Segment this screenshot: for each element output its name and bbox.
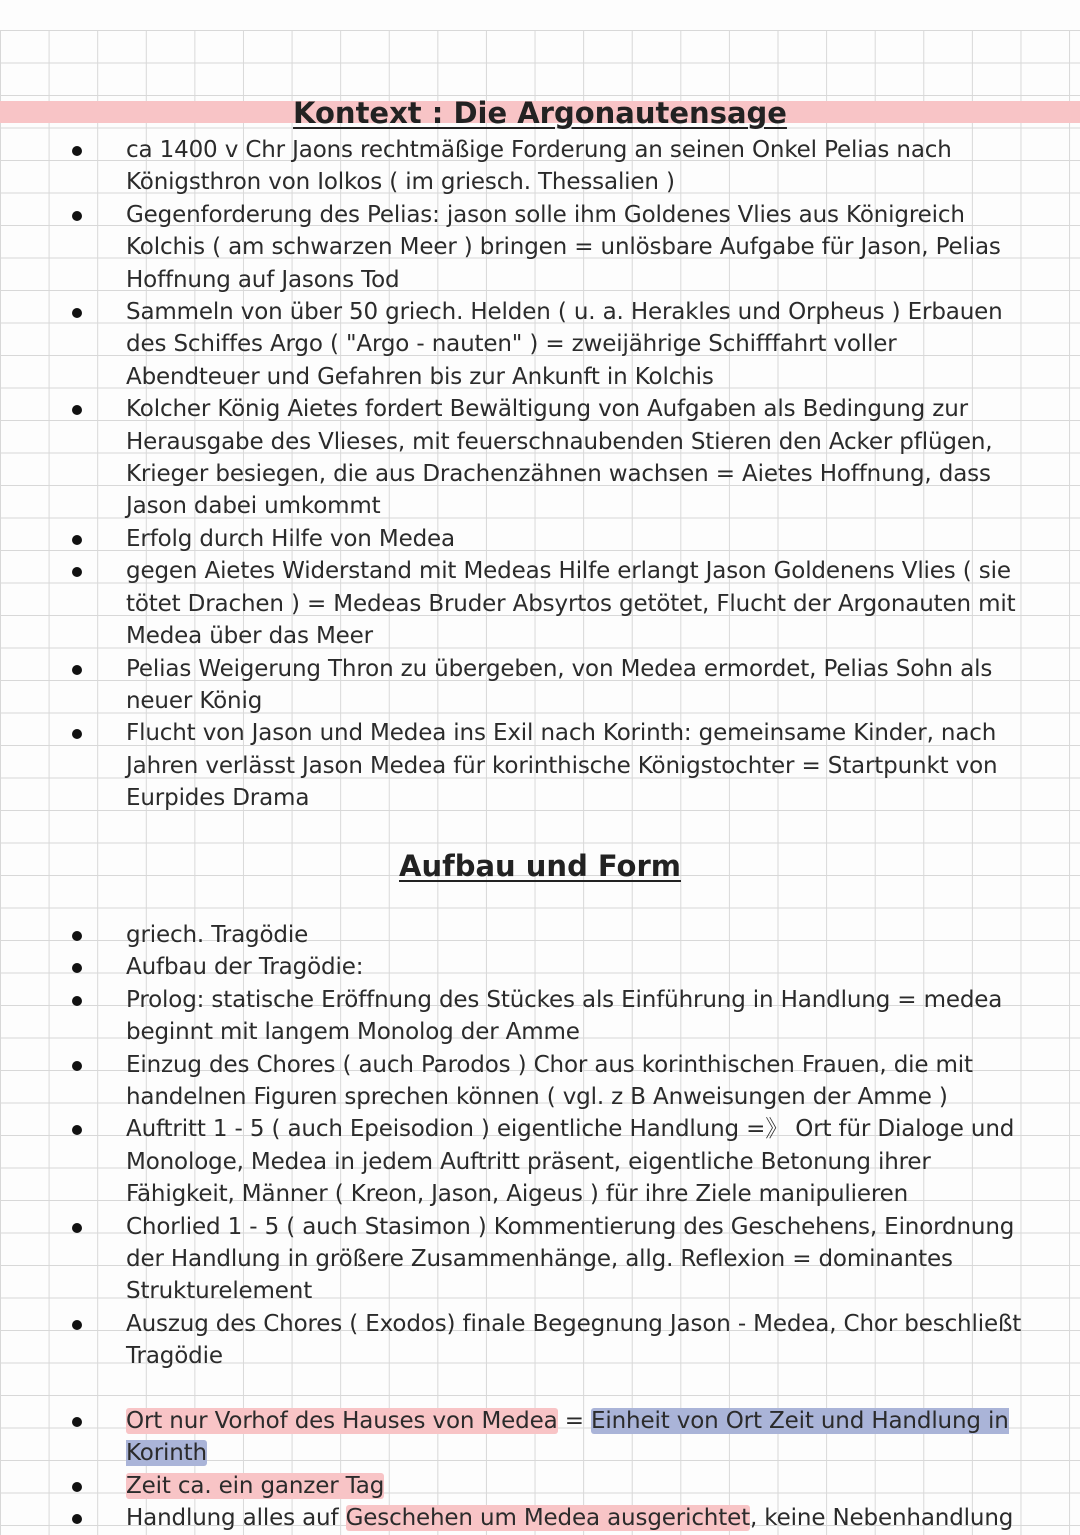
- structure-list: [0, 919, 1080, 1535]
- list-item: ca 1400 v Chr Jaons rechtmäßige Forderung an seinen Onkel Pelias nach Königsthron von Iolkos ( im griesch. Thessalien ): [0, 134, 1080, 199]
- action-text-post: , keine Nebenhandlung: [749, 1505, 1014, 1532]
- list-item: Auftritt 1 - 5 ( auch Epeisodion ) eigentliche Handlung =》 Ort für Dialoge und Monologe, Medea in jedem Auftritt präsent, eigentliche Betonung ihrer Fähigkeit, Männer ( Kreon, Jason, Aigeus ) für ihre Ziele manipulieren: [0, 1113, 1080, 1210]
- list-item: Einzug des Chores ( auch Parodos ) Chor aus korinthischen Frauen, die mit handelnen Figuren sprechen können ( vgl. z B Anweisungen der Amme ): [0, 1049, 1080, 1114]
- list-item: Prolog: statische Eröffnung des Stückes als Einführung in Handlung = medea beginnt mit langem Monolog der Amme: [0, 984, 1080, 1049]
- list-item-time: [0, 1470, 1080, 1502]
- list-item: Auszug des Chores ( Exodos) finale Begegnung Jason - Medea, Chor beschließt Tragödie: [0, 1308, 1080, 1373]
- list-item: Erfolg durch Hilfe von Medea: [0, 523, 1080, 555]
- list-spacer: [0, 1373, 1080, 1405]
- list-item: gegen Aietes Widerstand mit Medeas Hilfe erlangt Jason Goldenens Vlies ( sie tötet Drachen ) = Medeas Bruder Absyrtos getötet, Flucht der Argonauten mit Medea über das Meer: [0, 555, 1080, 652]
- list-item: Pelias Weigerung Thron zu übergeben, von Medea ermordet, Pelias Sohn als neuer König: [0, 653, 1080, 718]
- section-title-context: Kontext : Die Argonautensage: [293, 96, 787, 130]
- list-item-place: [0, 1405, 1080, 1470]
- section-title-structure: Aufbau und Form: [399, 849, 681, 883]
- highlight-place: Ort nur Vorhof des Hauses von Medea: [126, 1408, 558, 1435]
- highlight-unity: Einheit von Ort Zeit und Handlung in Korinth: [126, 1408, 1009, 1467]
- action-text-pre: Handlung alles auf: [126, 1505, 346, 1532]
- list-item: Gegenforderung des Pelias: jason solle ihm Goldenes Vlies aus Königreich Kolchis ( am schwarzen Meer ) bringen = unlösbare Aufgabe für Jason, Pelias Hoffnung auf Jasons Tod: [0, 199, 1080, 296]
- list-item: Kolcher König Aietes fordert Bewältigung von Aufgaben als Bedingung zur Herausgabe des Vlieses, mit feuerschnaubenden Stieren den Acker pflügen, Krieger besiegen, die aus Drachenzähnen wachsen = Aietes Hoffnung, dass Jason dabei umkommt: [0, 393, 1080, 523]
- context-list: [0, 134, 1080, 815]
- page-top-margin: [0, 0, 1080, 30]
- list-item: Chorlied 1 - 5 ( auch Stasimon ) Kommentierung des Geschehens, Einordnung der Handlung in größere Zusammenhänge, allg. Reflexion = dominantes Strukturelement: [0, 1211, 1080, 1308]
- list-item: Flucht von Jason und Medea ins Exil nach Korinth: gemeinsame Kinder, nach Jahren verlässt Jason Medea für korinthische Königstochter = Startpunkt von Eurpides Drama: [0, 717, 1080, 814]
- list-item: griech. Tragödie: [0, 919, 1080, 951]
- highlight-time: Zeit ca. ein ganzer Tag: [126, 1472, 385, 1499]
- list-item: Aufbau der Tragödie:: [0, 951, 1080, 983]
- highlight-action: Geschehen um Medea ausgerichtet: [345, 1505, 750, 1532]
- equals-sign: =: [557, 1408, 591, 1435]
- list-item-action: [0, 1502, 1080, 1534]
- list-item: Sammeln von über 50 griech. Helden ( u. a. Herakles und Orpheus ) Erbauen des Schiffes Argo ( "Argo - nauten" ) = zweijährige Schifffahrt voller Abendteuer und Gefahren bis zur Ankunft in Kolchis: [0, 296, 1080, 393]
